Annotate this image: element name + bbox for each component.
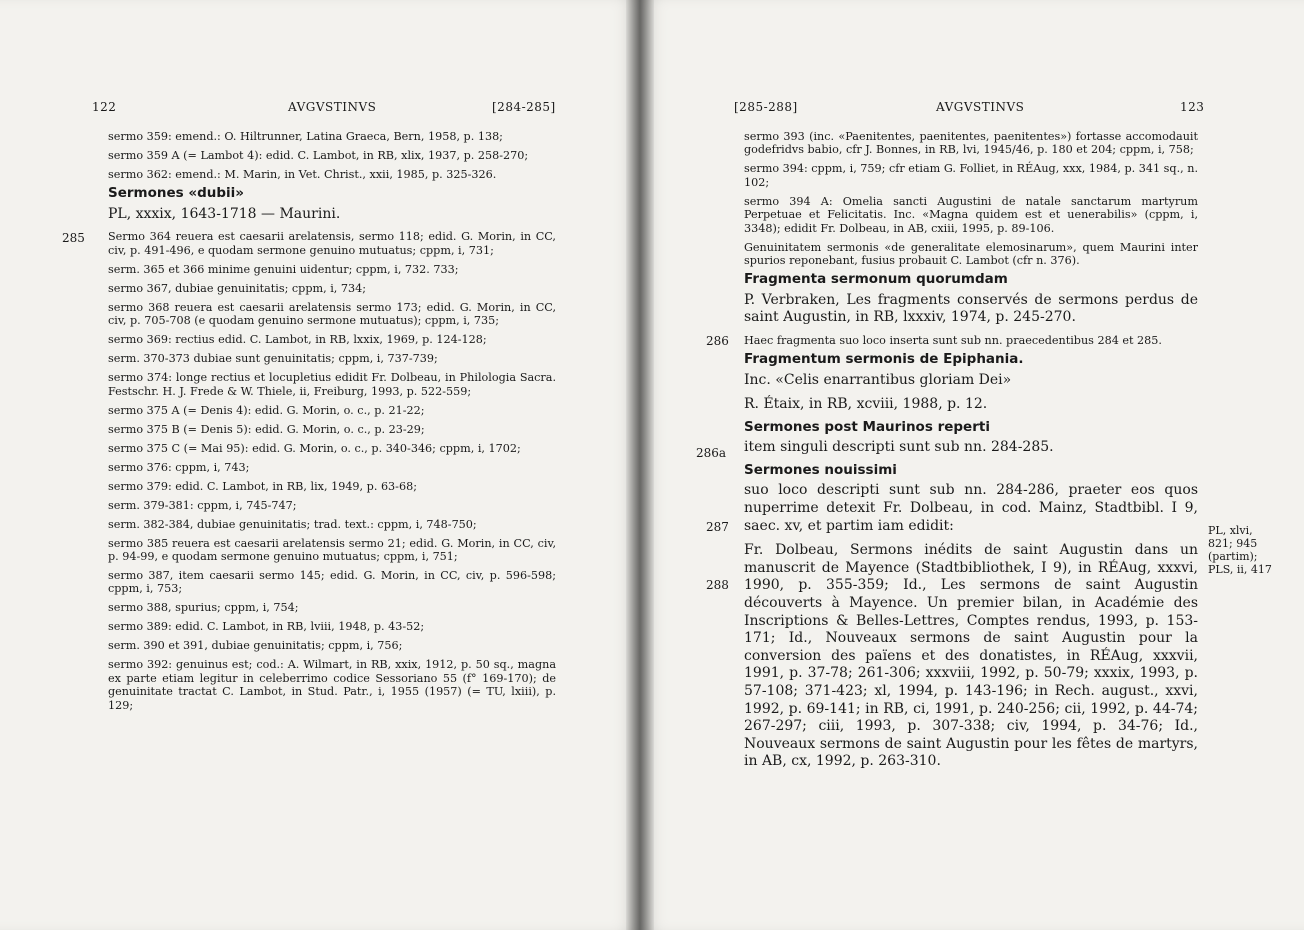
- paragraph: sermo 393 (inc. «Paenitentes, paenitentes, paenitentes») fortasse accomodauit godefridvs babio, cfr J. Bonnes, in RB, lvi, 1945/46, p. 180 et 204; cppm, i, 758;: [744, 130, 1198, 157]
- paragraph: sermo 359: emend.: O. Hiltrunner, Latina Graeca, Bern, 1958, p. 138;: [108, 130, 503, 143]
- paragraph: sermo 385 reuera est caesarii arelatensis sermo 21; edid. G. Morin, in CC, civ, p. 94-99, e quodam sermone genuino mutuatus; cppm, i, 751;: [108, 536, 556, 564]
- left-running-title: AVGVSTINVS: [288, 100, 377, 114]
- entry-287-title: Sermones post Maurinos reperti: [744, 419, 990, 436]
- paragraph: sermo 394: cppm, i, 759; cfr etiam G. Folliet, in RÉAug, xxx, 1984, p. 341 sq., n. 102;: [744, 162, 1198, 189]
- right-range: [285-288]: [734, 100, 798, 114]
- left-page: [0, 0, 640, 930]
- entry-286a-number: 286a: [696, 446, 727, 460]
- paragraph: Genuinitatem sermonis «de generalitate elemosinarum», quem Maurini inter spurios reponebant, fusius probauit C. Lambot (cfr n. 376).: [744, 240, 1198, 268]
- entry-288-bibliography: Fr. Dolbeau, Sermons inédits de saint Augustin dans un manuscrit de Mayence (Stadtbibliothek, I 9), in RÉAug, xxxvi, 1990, p. 355-359; Id., Les sermons de saint Augustin découverts à Mayence. Un premier bilan, in Académie des Inscriptions & Belles-Lettres, Comptes rendus, 1993, p. 153-171; Id., Nouveaux sermons de saint Augustin pour la conversion des païens et des donatistes, in RÉAug, xxxvii, 1991, p. 37-78; 261-306; xxxviii, 1992, p. 50-79; xxxix, 1993, p. 57-108; 371-423; xl, 1994, p. 143-196; in Rech. august., xxvi, 1992, p. 69-141; in RB, ci, 1991, p. 240-256; cii, 1992, p. 44-74; 267-297; ciii, 1993, p. 307-338; civ, 1994, p. 34-76; Id., Nouveaux sermons de saint Augustin pour les fêtes de martyrs, in AB, cx, 1992, p. 263-310.: [744, 542, 1198, 770]
- entry-285-title: Sermones «dubii»: [108, 185, 245, 202]
- paragraph: Sermo 364 reuera est caesarii arelatensis, sermo 118; edid. G. Morin, in CC, civ, p. 491-496, e quodam sermone genuino mutuatus; cppm, i, 731;: [108, 230, 556, 257]
- entry-287-text: item singuli descripti sunt sub nn. 284-285.: [744, 439, 1054, 456]
- book-gutter: [626, 0, 654, 930]
- paragraph: sermo 388, spurius; cppm, i, 754;: [108, 601, 299, 615]
- side-note-line: (partim);: [1208, 550, 1258, 563]
- paragraph: sermo 392: genuinus est; cod.: A. Wilmart, in RB, xxix, 1912, p. 50 sq., magna ex parte etiam legitur in celeberrimo codice Sessoriano 55 (f° 169-170); de genuinitate tractat C. Lambot, in Stud. Patr., i, 1955 (1957) (= TU, lxiii), p. 129;: [108, 658, 556, 712]
- entry-285-edition: PL, xxxix, 1643-1718 — Maurini.: [108, 205, 341, 222]
- left-text-block: [108, 130, 556, 718]
- entry-287-number: 287: [706, 520, 729, 534]
- paragraph: serm. 390 et 391, dubiae genuinitatis; cppm, i, 756;: [108, 639, 403, 653]
- paragraph: sermo 375 C (= Mai 95): edid. G. Morin, o. c., p. 340-346; cppm, i, 1702;: [108, 441, 521, 455]
- paragraph: sermo 375 A (= Denis 4): edid. G. Morin, o. c., p. 21-22;: [108, 403, 425, 417]
- entry-286-title: Fragmenta sermonum quorumdam: [744, 271, 1008, 288]
- side-note-line: 821; 945: [1208, 537, 1258, 550]
- entry-286a-inc: Inc. «Celis enarrantibus gloriam Dei»: [744, 371, 1012, 388]
- side-note-line: PL, xlvi,: [1208, 524, 1253, 537]
- paragraph: serm. 379-381: cppm, i, 745-747;: [108, 498, 297, 512]
- entry-286-number: 286: [706, 334, 729, 348]
- entry-287-side-note: [1208, 524, 1272, 576]
- paragraph: serm. 370-373 dubiae sunt genuinitatis; cppm, i, 737-739;: [108, 352, 438, 366]
- entry-286a-title: Fragmentum sermonis de Epiphania.: [744, 351, 1024, 368]
- right-page: [640, 0, 1304, 930]
- side-note-line: PLS, ii, 417: [1208, 563, 1272, 576]
- left-range: [284-285]: [492, 100, 556, 114]
- paragraph: sermo 368 reuera est caesarii arelatensis sermo 173; edid. G. Morin, in CC, civ, p. 705-708 (e quodam genuino sermone mutuatus); cppm, i, 735;: [108, 300, 556, 328]
- entry-286-note: Haec fragmenta suo loco inserta sunt sub nn. praecedentibus 284 et 285.: [744, 334, 1162, 348]
- paragraph: sermo 359 A (= Lambot 4): edid. C. Lambot, in RB, xlix, 1937, p. 258-270;: [108, 149, 529, 162]
- entry-288-title: Sermones nouissimi: [744, 462, 897, 479]
- right-page-number: 123: [1180, 100, 1205, 114]
- paragraph: serm. 382-384, dubiae genuinitatis; trad. text.: cppm, i, 748-750;: [108, 517, 477, 531]
- left-page-number: 122: [92, 100, 117, 114]
- paragraph: sermo 387, item caesarii sermo 145; edid. G. Morin, in CC, civ, p. 596-598; cppm, i, 753;: [108, 569, 556, 596]
- paragraph: sermo 362: emend.: M. Marin, in Vet. Christ., xxii, 1985, p. 325-326.: [108, 168, 497, 181]
- entry-286-edition: P. Verbraken, Les fragments conservés de sermons perdus de saint Augustin, in RB, lxxxiv, 1974, p. 245-270.: [744, 291, 1198, 326]
- paragraph: sermo 394 A: Omelia sancti Augustini de natale sanctarum martyrum Perpetuae et Felicitatis. Inc. «Magna quidem est et uenerabilis» (cppm, i, 3348); edidit Fr. Dolbeau, in AB, cxiii, 1995, p. 89-106.: [744, 194, 1198, 235]
- entry-286a-edition: R. Étaix, in RB, xcviii, 1988, p. 12.: [744, 396, 988, 413]
- entry-285-number: 285: [62, 231, 85, 245]
- entry-288-number: 288: [706, 578, 729, 592]
- paragraph: sermo 369: rectius edid. C. Lambot, in RB, lxxix, 1969, p. 124-128;: [108, 333, 487, 347]
- paragraph: serm. 365 et 366 minime genuini uidentur; cppm, i, 732. 733;: [108, 262, 459, 276]
- paragraph: sermo 389: edid. C. Lambot, in RB, lviii, 1948, p. 43-52;: [108, 620, 425, 634]
- right-text-block: [744, 130, 1198, 778]
- paragraph: sermo 374: longe rectius et locupletius edidit Fr. Dolbeau, in Philologia Sacra. Festschr. H. J. Frede & W. Thiele, ii, Freiburg, 1993, p. 522-559;: [108, 371, 556, 398]
- paragraph: sermo 367, dubiae genuinitatis; cppm, i, 734;: [108, 281, 367, 295]
- entry-288-text: suo loco descripti sunt sub nn. 284-286, praeter eos quos nuperrime detexit Fr. Dolbeau, in cod. Mainz, Stadtbibl. I 9, saec. xv, et partim iam edidit:: [744, 482, 1198, 534]
- right-running-title: AVGVSTINVS: [936, 100, 1025, 114]
- paragraph: sermo 375 B (= Denis 5): edid. G. Morin, o. c., p. 23-29;: [108, 422, 425, 436]
- paragraph: sermo 376: cppm, i, 743;: [108, 460, 250, 474]
- paragraph: sermo 379: edid. C. Lambot, in RB, lix, 1949, p. 63-68;: [108, 479, 417, 493]
